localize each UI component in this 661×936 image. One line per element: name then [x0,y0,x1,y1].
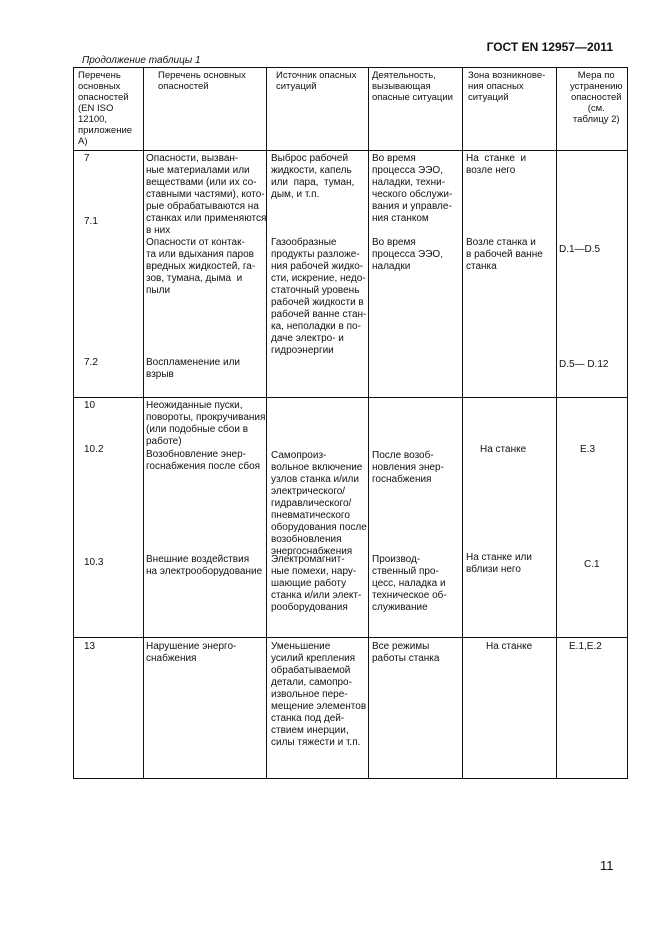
hazard-activity: Во время процесса ЭЭО, наладки, техни- ческого обслужи- вания и управле- ния станком [372,153,453,224]
hazard-activity: После возоб- новления энер- госнабжения [372,450,444,485]
row-number: 10.3 [84,557,104,568]
column-divider [143,68,144,778]
hazard-measure: Е.1,Е.2 [569,641,602,652]
column-header-hazard-ref: Перечень основных опасностей (EN ISO 12100, приложение А) [78,70,133,147]
hazard-description: Нарушение энерго- снабжения [146,641,237,664]
column-header-activity: Деятельность, вызывающая опасные ситуации [372,70,453,103]
row-divider [74,397,627,398]
header-divider [74,150,627,151]
hazards-table [73,67,628,779]
row-number: 7 [84,153,90,164]
hazard-zone: На станке или вблизи него [466,552,532,575]
table-continuation-label: Продолжение таблицы 1 [82,55,201,66]
hazard-description: Возобновление энер- госнабжения после сбоя [146,449,261,472]
row-number: 10 [84,400,96,411]
row-number: 10.2 [84,444,104,455]
page-number: 11 [600,858,614,873]
hazard-source: Выброс рабочей жидкости, капель или пара, туман, дым, и т.п. [271,153,355,200]
column-header-source: Источник опасных ситуаций [276,70,357,92]
column-divider [462,68,463,778]
hazard-activity: Все режимы работы станка [372,641,440,664]
hazard-measure: D.5— D.12 [559,359,609,370]
hazard-activity: Во время процесса ЭЭО, наладки [372,237,443,272]
row-number: 13 [84,641,96,652]
column-header-measure: Мера по устранению опасностей (см. таблицу 2) [570,70,623,125]
hazard-description: Неожиданные пуски, повороты, прокручивания (или подобные сбои в работе) [146,400,266,447]
hazard-source: Электромагнит- ные помехи, нару- шающие работу станка и/или элект- рооборудования [271,554,362,613]
column-header-main-hazards: Перечень основных опасностей [158,70,246,92]
column-divider [368,68,369,778]
row-divider [74,637,627,638]
hazard-measure: С.1 [584,559,600,570]
hazard-zone: На станке [480,444,527,455]
hazard-source: Уменьшение усилий крепления обрабатываемой детали, самопро- извольное пере- мещение элементов станка под дей- ствием инерции, силы тяжести и т.п. [271,641,367,748]
hazard-description: Воспламенение или взрыв [146,357,241,380]
hazard-description: Опасности от контак- та или вдыхания паров вредных жидкостей, га- зов, тумана, дыма и пыли [146,237,256,296]
row-number: 7.1 [84,216,98,227]
hazard-zone: На станке [486,641,533,652]
hazard-source: Газообразные продукты разложе- ния рабочей жидко- сти, искрение, недо- статочный уровень рабочей жидкости в рабочей ванне стан- ка, неполадки в по- даче электро- и гидроэнергии [271,237,367,356]
hazard-source: Самопроиз- вольное включение узлов станка и/или электрического/ гидравлического/ пневматического оборудования после возобновления энергоснабжения [271,450,367,557]
hazard-zone: На станке и возле него [466,153,527,176]
hazard-measure: Е.3 [580,444,596,455]
hazard-description: Внешние воздействия на электрооборудование [146,554,263,577]
document-id: ГОСТ EN 12957—2011 [486,40,613,54]
hazard-measure: D.1—D.5 [559,244,601,255]
hazard-description: Опасности, вызван- ные материалами или веществами (или их со- ставными частями), кото- рые обрабатываются на станках или применяются в них [146,153,267,236]
column-divider [556,68,557,778]
hazard-activity: Производ- ственный про- цесс, наладка и техническое об- служивание [372,554,447,613]
hazard-zone: Возле станка и в рабочей ванне станка [466,237,543,272]
row-number: 7.2 [84,357,98,368]
column-header-zone: Зона возникнове- ния опасных ситуаций [468,70,546,103]
